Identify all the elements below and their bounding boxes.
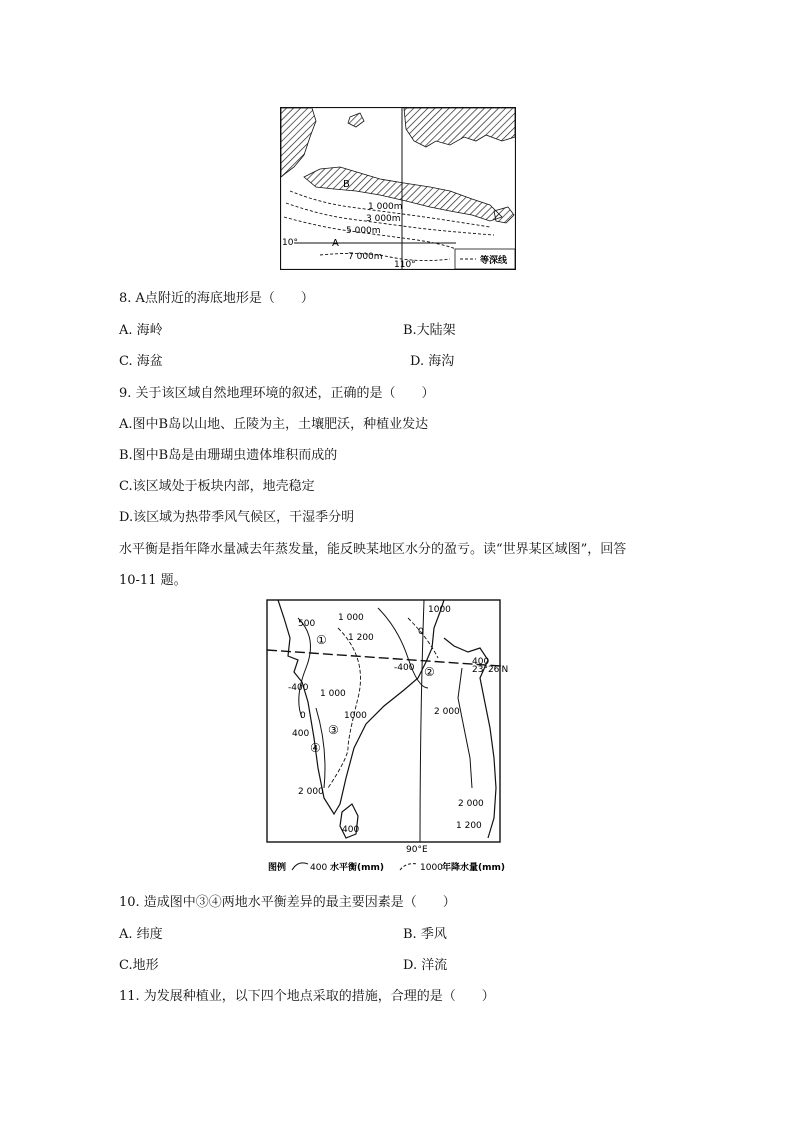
legend-prefix: 图例 <box>268 863 287 873</box>
question-8-stem: 8. A点附近的海底地形是（ ） <box>119 291 314 306</box>
isoline-label-2000-southwest: 2 000 <box>298 787 324 797</box>
point-a-label: A <box>332 238 339 249</box>
isoline-label-2000-east: 2 000 <box>434 707 460 717</box>
legend-label: 等深线 <box>480 256 508 266</box>
isoline-label-1000-south: 1000 <box>344 711 367 721</box>
depth-label-1000: 1 000m <box>368 202 403 212</box>
isoline-label-400-east: 400 <box>472 657 490 667</box>
isoline-label-1000-top: 1 000 <box>338 613 364 623</box>
island-b-label: B <box>343 179 350 190</box>
depth-label-5000: 5 000m <box>346 226 381 236</box>
question-9-option-b: B.图中B岛是由珊瑚虫遗体堆积而成的 <box>119 448 338 463</box>
isoline-label-500: 500 <box>298 619 316 629</box>
isoline-label-400-srilanka: 400 <box>342 825 360 835</box>
seabed-map <box>280 107 516 270</box>
legend-rainfall-label: 年降水量(mm) <box>442 863 505 873</box>
question-10-option-d: D. 洋流 <box>403 958 448 973</box>
legend-water-balance-value: 400 <box>310 863 328 873</box>
isoline-label-0-west: 0 <box>300 711 306 721</box>
longitude-label: 110° <box>394 260 416 270</box>
intro-line-1: 水平衡是指年降水量减去年蒸发量，能反映某地区水分的盈亏。读“世界某区域图”，回答 <box>119 542 627 557</box>
isoline-label-1000-centre: 1 000 <box>320 689 346 699</box>
isoline-label-1200: 1 200 <box>348 633 374 643</box>
isoline-label-400-west: 400 <box>292 729 310 739</box>
isoline-label-1200-southeast: 1 200 <box>456 821 482 831</box>
question-11-stem: 11. 为发展种植业，以下四个地点采取的措施，合理的是（ ） <box>119 989 495 1004</box>
question-10-option-b: B. 季风 <box>403 927 447 942</box>
legend-rainfall-icon <box>400 864 418 870</box>
marker-1: ① <box>316 633 327 647</box>
question-8-option-d: D. 海沟 <box>410 354 455 369</box>
question-9-option-c: C.该区域处于板块内部，地壳稳定 <box>119 479 315 494</box>
question-9-option-a: A.图中B岛以山地、丘陵为主，土壤肥沃，种植业发达 <box>119 417 429 432</box>
isoline-label-minus400-east: -400 <box>394 663 415 673</box>
question-10-option-c: C.地形 <box>119 958 159 973</box>
depth-label-3000: 3 000m <box>366 214 401 224</box>
isoline-label-minus400-west: -400 <box>288 683 309 693</box>
question-10-option-a: A. 纬度 <box>119 927 163 942</box>
question-9-stem: 9. 关于该区域自然地理环境的叙述，正确的是（ ） <box>119 386 435 401</box>
isoline-label-1000-north: 1000 <box>428 605 451 615</box>
question-9-option-d: D.该区域为热带季风气候区，干湿季分明 <box>119 510 355 525</box>
marker-2: ② <box>424 665 435 679</box>
water-balance-map <box>258 598 520 878</box>
question-8-option-b: B.大陆架 <box>403 323 456 338</box>
question-10-stem: 10. 造成图中③④两地水平衡差异的最主要因素是（ ） <box>119 895 456 910</box>
question-8-option-c: C. 海盆 <box>119 354 163 369</box>
question-8-option-a: A. 海岭 <box>119 323 163 338</box>
legend-water-balance-label: 水平衡(mm) <box>330 863 384 873</box>
latitude-label-tropic: 23°26′N <box>472 665 509 675</box>
isoline-label-0-north: 0 <box>418 627 424 637</box>
intro-line-2: 10-11 题。 <box>119 573 187 588</box>
longitude-label-90e: 90°E <box>406 845 428 855</box>
marker-3: ③ <box>328 723 339 737</box>
legend-water-balance-icon <box>292 863 308 870</box>
depth-label-7000: 7 000m <box>348 252 383 262</box>
isoline-label-2000-southeast: 2 000 <box>458 799 484 809</box>
latitude-label: 10° <box>282 238 298 248</box>
marker-4: ④ <box>310 741 321 755</box>
legend-rainfall-value: 1000 <box>420 863 443 873</box>
